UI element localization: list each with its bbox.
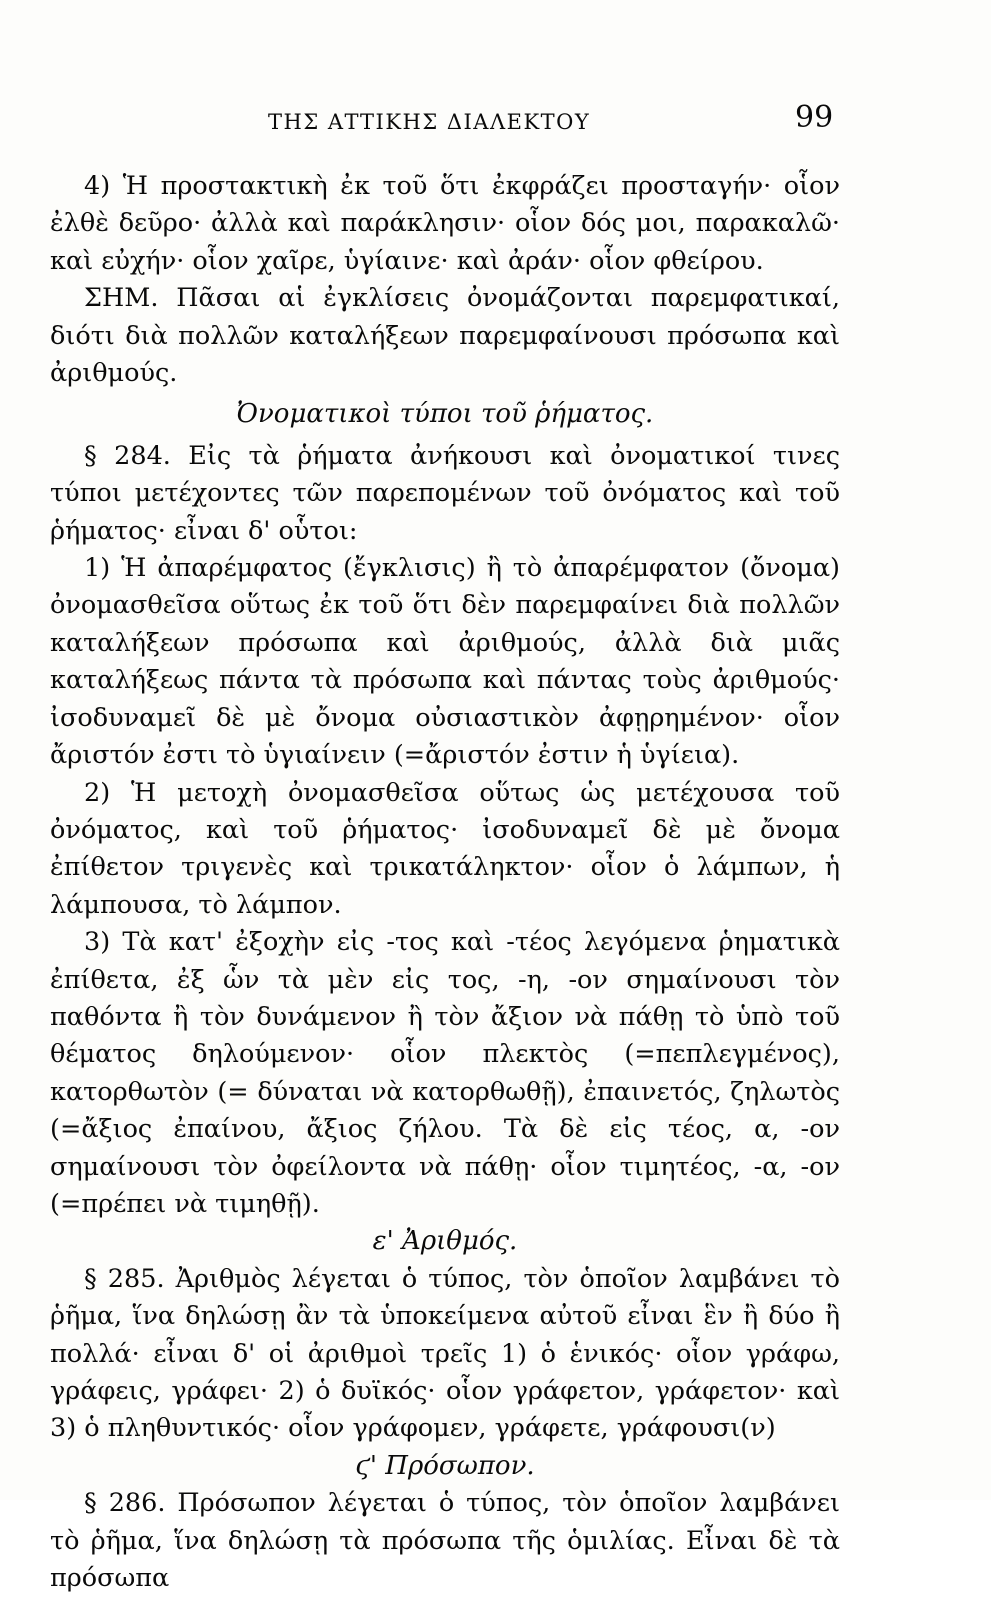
page-number: 99: [795, 100, 834, 135]
body-text: [50, 168, 840, 1597]
paragraph-286: § 286. Πρόσωπον λέγεται ὁ τύπος, τὸν ὁποῖον λαμβάνει τὸ ῥῆμα, ἵνα δηλώσῃ τὰ πρόσωπα τῆς ὁμιλίας. Εἶναι δὲ τὰ πρόσωπα: [50, 1488, 840, 1594]
page-header: [0, 100, 991, 140]
paragraph-infinitive: 1) Ἡ ἀπαρέμφατος (ἔγκλισις) ἢ τὸ ἀπαρέμφατον (ὄνομα) ὀνομασθεῖσα οὕτως ἐκ τοῦ ὅτι δὲν παρεμφαίνει διὰ πολλῶν καταλήξεων πρόσωπα καὶ ἀριθμούς, ἀλλὰ διὰ μιᾶς καταλήξεως πάντα τὰ πρόσωπα καὶ πάντας τοὺς ἀριθμούς· ἰσοδυναμεῖ δὲ μὲ ὄνομα οὐσιαστικὸν ἀφῃρημένον· οἷον ἄριστόν ἐστι τὸ ὑγιαίνειν (=ἄριστόν ἐστιν ἡ ὑγίεια).: [50, 553, 840, 771]
section-heading-nominal-forms: Ὀνοματικοὶ τύποι τοῦ ῥήματος.: [236, 399, 654, 430]
paragraph-imperative: 4) Ἡ προστακτικὴ ἐκ τοῦ ὅτι ἐκφράζει προσταγήν· οἷον ἐλθὲ δεῦρο· ἀλλὰ καὶ παράκλησιν· οἷον δός μοι, παρακαλῶ· καὶ εὐχήν· οἷον χαῖρε, ὑγίαινε· καὶ ἀράν· οἷον φθείρου.: [50, 171, 840, 276]
section-heading-number: ε' Ἀριθμός.: [372, 1226, 518, 1257]
paragraph-verbal-adjectives: 3) Τὰ κατ' ἐξοχὴν εἰς -τος καὶ -τέος λεγόμενα ῥηματικὰ ἐπίθετα, ἐξ ὧν τὰ μὲν εἰς τος, -η, -ον σημαίνουσι τὸν παθόντα ἢ τὸν δυνάμενον ἢ τὸν ἄξιον νὰ πάθῃ τὸ ὑπὸ τοῦ θέματος δηλούμενον· οἷον πλεκτὸς (=πεπλεγμένος), κατορθωτὸν (= δύναται νὰ κατορθωθῇ), ἐπαινετός, ζηλωτὸς (=ἄξιος ἐπαίνου, ἄξιος ζήλου. Τὰ δὲ εἰς τέος, α, -ον σημαίνουσι τὸν ὀφείλοντα νὰ πάθῃ· οἷον τιμητέος, -α, -ον (=πρέπει νὰ τιμηθῇ).: [50, 927, 840, 1219]
paragraph-285: § 285. Ἀριθμὸς λέγεται ὁ τύπος, τὸν ὁποῖον λαμβάνει τὸ ῥῆμα, ἵνα δηλώσῃ ἂν τὰ ὑποκείμενα αὐτοῦ εἶναι ἓν ἢ δύο ἢ πολλά· εἶναι δ' οἱ ἀριθμοὶ τρεῖς 1) ὁ ἑνικός· οἷον γράφω, γράφεις, γράφει· 2) ὁ δυϊκός· οἷον γράφετον, γράφετον· καὶ 3) ὁ πληθυντικός· οἷον γράφομεν, γράφετε, γράφουσι(ν): [50, 1263, 840, 1444]
paragraph-participle: 2) Ἡ μετοχὴ ὀνομασθεῖσα οὕτως ὡς μετέχουσα τοῦ ὀνόματος, καὶ τοῦ ῥήματος· ἰσοδυναμεῖ δὲ μὲ ὄνομα ἐπίθετον τριγενὲς καὶ τρικατάληκτον· οἷον ὁ λάμπων, ἡ λάμπουσα, τὸ λάμπον.: [50, 777, 840, 920]
paragraph-284: § 284. Εἰς τὰ ῥήματα ἀνήκουσι καὶ ὀνοματικοί τινες τύποι μετέχοντες τῶν παρεπομένων τοῦ ὀνόματος καὶ τοῦ ῥήματος· εἶναι δ' οὗτοι:: [50, 440, 840, 546]
running-head: ΤΗΣ ΑΤΤΙΚΗΣ ΔΙΑΛΕΚΤΟΥ: [268, 110, 591, 134]
paragraph-note: ΣΗΜ. Πᾶσαι αἱ ἐγκλίσεις ὀνομάζονται παρεμφατικαί, διότι διὰ πολλῶν καταλήξεων παρεμφαίνουσι πρόσωπα καὶ ἀριθμούς.: [50, 283, 840, 389]
section-heading-person: ϛ' Πρόσωπον.: [355, 1450, 535, 1481]
